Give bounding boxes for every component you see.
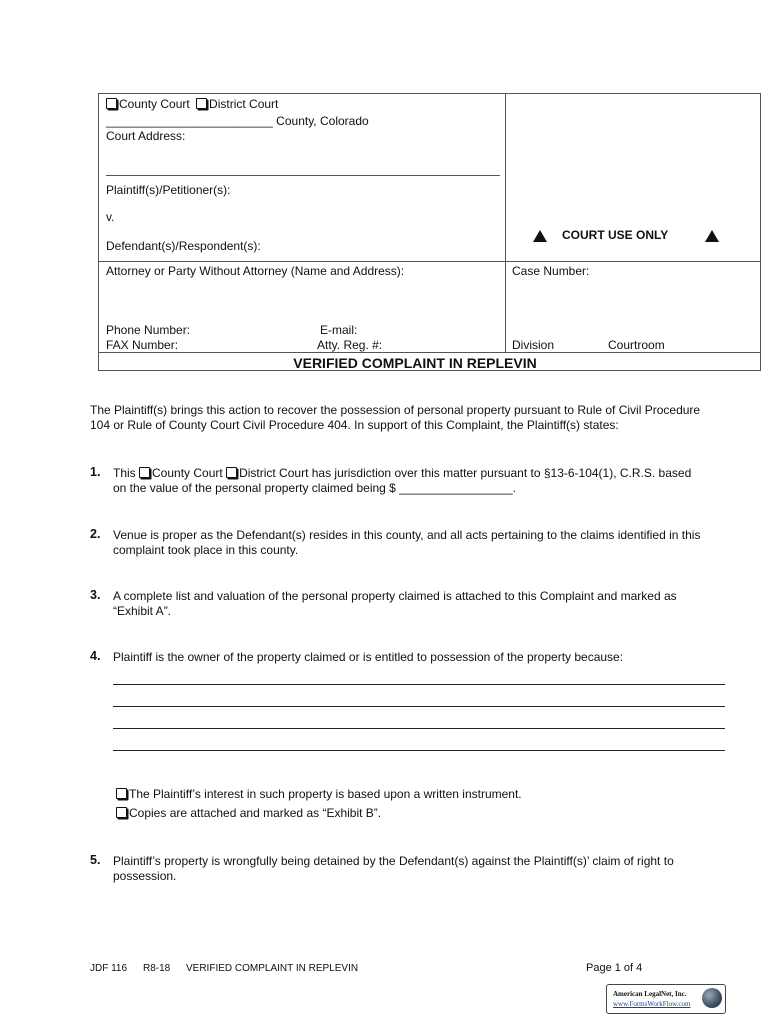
item-4-answer-line-1[interactable] (113, 684, 725, 685)
exhibit-b-label: Copies are attached and marked as “Exhibit B”. (129, 806, 382, 820)
written-instrument-label: The Plaintiff’s interest in such property is based upon a written instrument. (129, 787, 522, 801)
intro-paragraph (90, 403, 700, 433)
document-title: VERIFIED COMPLAINT IN REPLEVIN (293, 355, 537, 371)
atty-reg-label: Atty. Reg. #: (317, 338, 383, 352)
item-1-county-label: County Court (152, 466, 227, 480)
intro-line-1: The Plaintiff(s) brings this action to recover the possession of personal property pursuant to Rule of Civil Procedure (90, 403, 701, 417)
item-3-line-1: A complete list and valuation of the personal property claimed is attached to this Complaint and marked as (113, 589, 677, 603)
item-2-line-2: complaint took place in this county. (113, 543, 299, 557)
item-5-line-1: Plaintiff’s property is wrongfully being detained by the Defendant(s) against the Plaintiff(s)’ claim of right to (113, 854, 674, 868)
up-arrow-left-icon (533, 230, 547, 242)
court-address-label: Court Address: (106, 129, 186, 143)
county-line[interactable]: _________________________ County, Colorado (106, 114, 369, 128)
item-3-line-2: “Exhibit A”. (113, 604, 172, 618)
attorney-label: Attorney or Party Without Attorney (Name and Address): (106, 264, 405, 278)
item-4-answer-line-3[interactable] (113, 728, 725, 729)
item-5-line-2: possession. (113, 869, 177, 883)
item-1-pre: This (113, 466, 140, 480)
county-court-checkbox[interactable] (106, 98, 117, 109)
item-2-line-1: Venue is proper as the Defendant(s) resides in this county, and all acts pertaining to the claims identified in this (113, 528, 701, 542)
footer-revision: R8-18 (143, 963, 171, 974)
item-1-county-checkbox[interactable] (139, 467, 150, 478)
footer-form-title: VERIFIED COMPLAINT IN REPLEVIN (186, 963, 359, 974)
american-legalnet-logo[interactable] (606, 984, 726, 1014)
courtroom-label: Courtroom (608, 338, 665, 352)
footer-form-id: JDF 116 (90, 963, 128, 974)
item-2-number: 2. (90, 527, 101, 541)
item-3-number: 3. (90, 588, 101, 602)
case-number-label: Case Number: (512, 264, 590, 278)
defendant-label: Defendant(s)/Respondent(s): (106, 239, 261, 253)
court-use-only-label: COURT USE ONLY (562, 228, 669, 242)
district-court-checkbox[interactable] (196, 98, 207, 109)
item-5-text (113, 854, 674, 884)
item-3-text (113, 589, 677, 619)
item-4-text: Plaintiff is the owner of the property claimed or is entitled to possession of the property because: (113, 650, 624, 664)
item-1-text (113, 466, 691, 496)
item-1-number: 1. (90, 465, 101, 479)
logo-company-name: American LegalNet, Inc. (613, 990, 687, 998)
division-label: Division (512, 338, 555, 352)
item-4-written-instrument-option (116, 787, 522, 801)
item-4-exhibit-b-option (116, 806, 381, 820)
court-selection (106, 97, 278, 111)
exhibit-b-checkbox[interactable] (116, 807, 127, 818)
fax-label: FAX Number: (106, 338, 179, 352)
v-label: v. (106, 210, 115, 224)
caption-divider-vertical (505, 93, 506, 352)
caption-divider-2 (98, 352, 761, 353)
email-label: E-mail: (320, 323, 358, 337)
item-4-answer-line-2[interactable] (113, 706, 725, 707)
intro-line-2: 104 or Rule of County Court Civil Procedure 404. In support of this Complaint, the Plaintiff(s) states: (90, 418, 619, 432)
phone-label: Phone Number: (106, 323, 191, 337)
written-instrument-checkbox[interactable] (116, 788, 127, 799)
item-4-answer-line-4[interactable] (113, 750, 725, 751)
item-4-number: 4. (90, 649, 101, 663)
court-address-line (106, 175, 500, 176)
item-1-district-text: District Court has jurisdiction over this matter pursuant to §13-6-104(1), C.R.S. based (239, 466, 692, 480)
district-court-label: District Court (209, 97, 279, 111)
item-1-district-checkbox[interactable] (226, 467, 237, 478)
up-arrow-right-icon (705, 230, 719, 242)
item-5-number: 5. (90, 853, 101, 867)
logo-url[interactable]: www.FormsWorkFlow.com (613, 1000, 691, 1008)
caption-divider-1 (98, 261, 761, 262)
footer-page-number: Page 1 of 4 (586, 962, 643, 974)
item-2-text (113, 528, 700, 558)
item-1-line-2[interactable]: on the value of the personal property claimed being $ _________________. (113, 481, 516, 495)
globe-icon (702, 988, 722, 1008)
plaintiff-label: Plaintiff(s)/Petitioner(s): (106, 183, 231, 197)
county-court-label: County Court (119, 97, 190, 111)
